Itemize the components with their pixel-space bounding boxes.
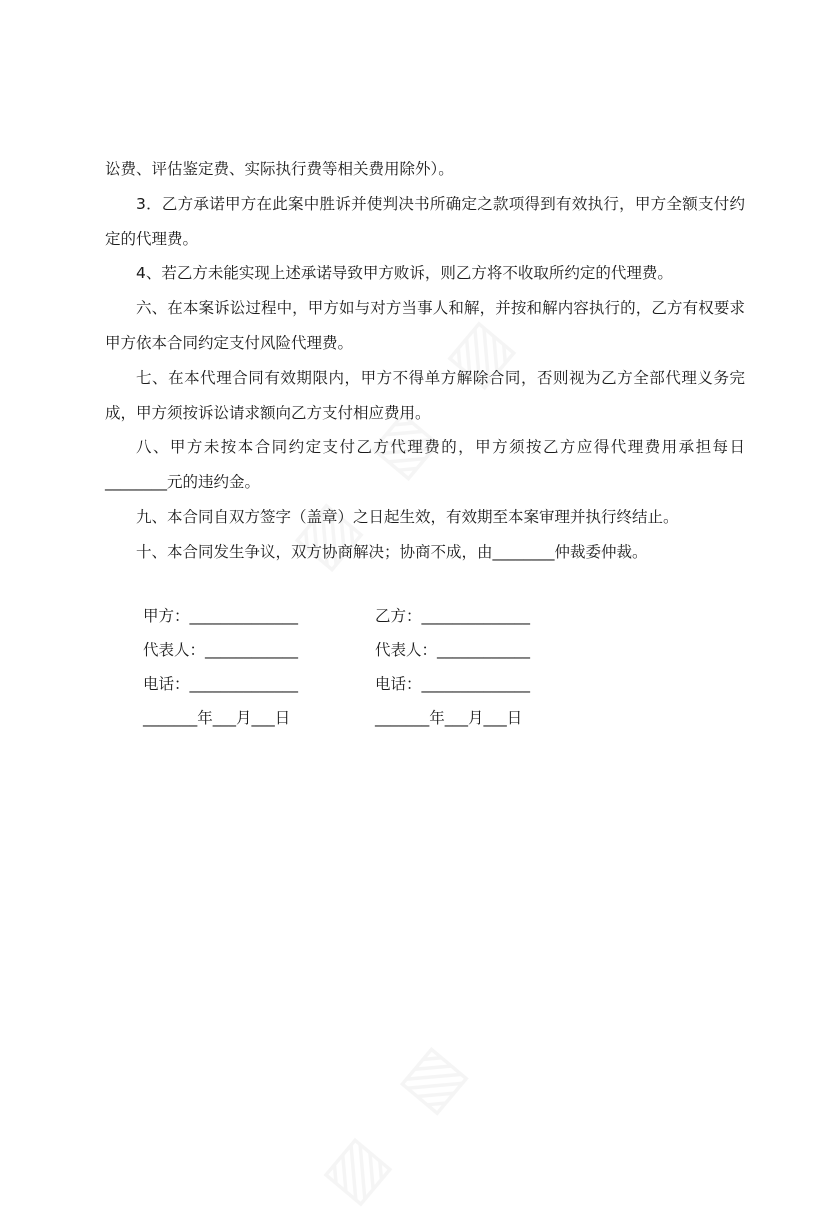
paragraph-article-7: 七、在本代理合同有效期限内，甲方不得单方解除合同，否则视为乙方全部代理义务完成，甲方须按诉讼请求额向乙方支付相应费用。 [105,368,745,422]
signature-row-party [143,604,703,638]
signature-row-date [143,706,703,740]
paragraph-clause-3: 3．乙方承诺甲方在此案中胜诉并使判决书所确定之款项得到有效执行，甲方全额支付约定的代理费。 [105,194,745,248]
signature-row-phone [143,672,703,706]
paragraph-article-6: 六、在本案诉讼过程中，甲方如与对方当事人和解，并按和解内容执行的，乙方有权要求甲方依本合同约定支付风险代理费。 [105,299,745,352]
signature-block [143,604,703,740]
party-a-date-line: _______年___月___日 [143,709,291,727]
watermark [307,1018,490,1216]
paragraph-continuation: 讼费、评估鉴定费、实际执行费等相关费用除外）。 [105,160,454,178]
paragraph-article-10: 十、本合同发生争议，双方协商解决；协商不成，由________仲裁委仲裁。 [136,542,648,561]
party-a-representative-line: 代表人：____________ [143,641,299,659]
party-b-phone-line: 电话：______________ [375,675,531,693]
paragraph-article-9: 九、本合同自双方签字（盖章）之日起生效，有效期至本案审理并执行终结止。 [136,507,679,526]
paragraph-article-8: 八、甲方未按本合同约定支付乙方代理费的，甲方须按乙方应得代理费用承担每日________元的违约金。 [105,438,745,492]
paragraph-clause-4: 4、若乙方未能实现上述承诺导致甲方败诉，则乙方将不收取所约定的代理费。 [136,264,673,283]
contract-body [105,152,745,570]
signature-row-representative [143,638,703,672]
party-a-phone-line: 电话：______________ [143,675,299,693]
party-b-signature-line: 乙方：______________ [375,607,531,625]
party-b-date-line: _______年___月___日 [375,709,523,727]
party-a-signature-line: 甲方：______________ [143,607,299,625]
party-b-representative-line: 代表人：____________ [375,641,531,659]
